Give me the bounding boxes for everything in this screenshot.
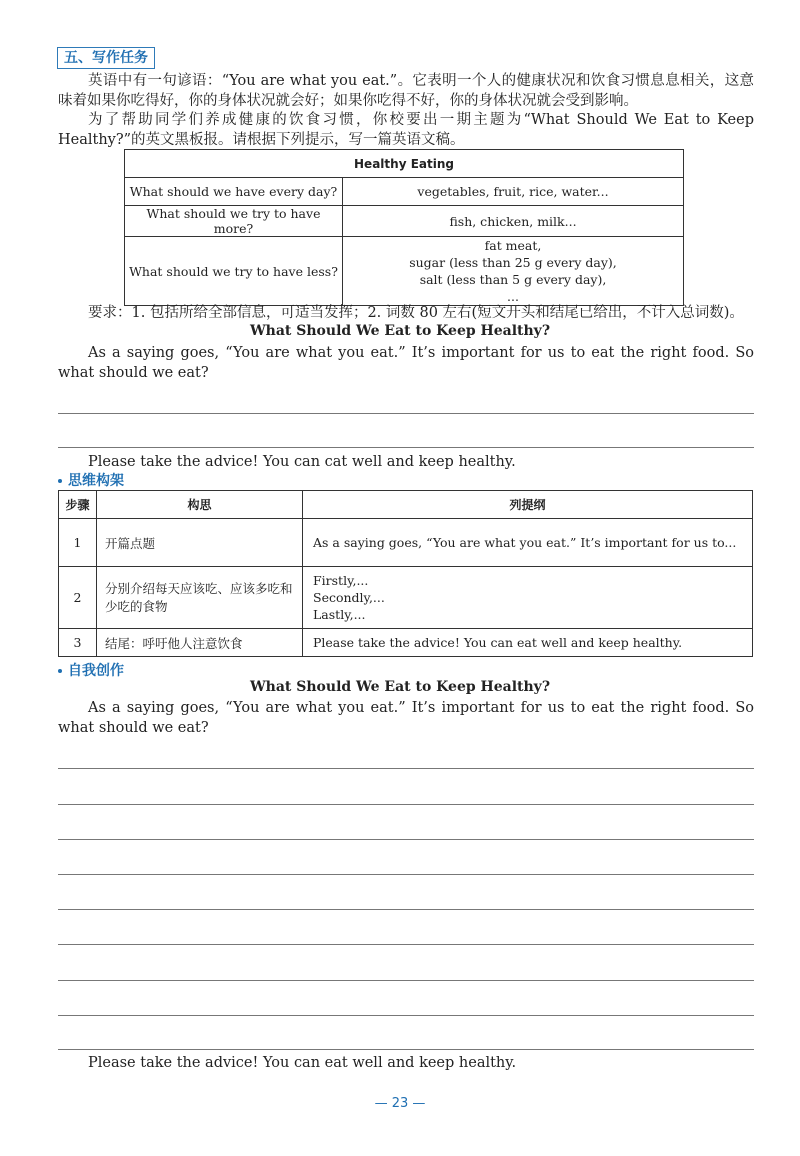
idea-cell: 结尾：呼吁他人注意饮食 [97, 629, 303, 657]
essay-closing: Please take the advice! You can cat well and keep healthy. [88, 454, 516, 470]
creation-title: What Should We Eat to Keep Healthy? [249, 679, 551, 695]
writing-line[interactable] [58, 980, 754, 981]
writing-line[interactable] [58, 1015, 754, 1016]
answer-line: salt (less than 5 g every day), [419, 272, 607, 287]
intro-paragraph-1: 英语中有一句谚语：“You are what you eat.”。它表明一个人的健康状况和饮食习惯息息相关，这意味着如果你吃得好，你的身体状况就会好；如果你吃得不好，你的身体状况就会受到影响。 [58, 73, 754, 109]
writing-line[interactable] [58, 768, 754, 769]
creation-heading-label: 自我创作 [68, 663, 124, 679]
writing-line[interactable] [58, 413, 754, 414]
answer-cell [343, 237, 684, 306]
writing-line[interactable] [58, 447, 754, 448]
header-outline: 列提纲 [303, 491, 753, 519]
answer-line: ... [507, 289, 519, 304]
question-cell: What should we have every day? [125, 178, 343, 206]
question-cell: What should we try to have more? [125, 206, 343, 237]
header-step: 步骤 [59, 491, 97, 519]
outline-cell [303, 567, 753, 629]
bullet-dot-icon [58, 669, 62, 673]
table-row [125, 206, 684, 237]
creation-closing: Please take the advice! You can eat well and keep healthy. [88, 1055, 517, 1071]
table-row [125, 178, 684, 206]
table-title: Healthy Eating [125, 150, 684, 178]
framework-heading-label: 思维构架 [68, 473, 124, 489]
section-title: 五、写作任务 [57, 47, 155, 69]
creation-opening: As a saying goes, “You are what you eat.” It’s important for us to eat the right food. So what should we eat? [58, 700, 754, 736]
healthy-eating-table [124, 149, 684, 306]
section-heading [57, 47, 155, 69]
table-row [59, 519, 753, 567]
framework-table [58, 490, 753, 657]
idea-cell: 分别介绍每天应该吃、应该多吃和少吃的食物 [97, 567, 303, 629]
writing-line[interactable] [58, 874, 754, 875]
writing-line[interactable] [58, 909, 754, 910]
table-row [125, 237, 684, 306]
writing-line[interactable] [58, 944, 754, 945]
intro-paragraph-2: 为了帮助同学们养成健康的饮食习惯，你校要出一期主题为“What Should We Eat to Keep Healthy?”的英文黑板报。请根据下列提示，写一篇英语文稿。 [58, 112, 754, 148]
outline-line: Lastly,... [313, 607, 366, 622]
step-number: 2 [59, 567, 97, 629]
step-number: 1 [59, 519, 97, 567]
outline-cell: As a saying goes, “You are what you eat.” It’s important for us to... [303, 519, 753, 567]
outline-line: Secondly,... [313, 590, 385, 605]
writing-line[interactable] [58, 804, 754, 805]
header-idea: 构思 [97, 491, 303, 519]
answer-line: fat meat, [484, 238, 542, 253]
table-row [59, 567, 753, 629]
step-number: 3 [59, 629, 97, 657]
answer-line: sugar (less than 25 g every day), [409, 255, 617, 270]
creation-heading [58, 660, 124, 680]
writing-line[interactable] [58, 1049, 754, 1050]
essay-opening: As a saying goes, “You are what you eat.” It’s important for us to eat the right food. So what should we eat? [58, 345, 754, 381]
question-cell: What should we try to have less? [125, 237, 343, 306]
answer-cell: fish, chicken, milk... [343, 206, 684, 237]
writing-line[interactable] [58, 839, 754, 840]
page-number: — 23 — [374, 1096, 426, 1111]
essay-title: What Should We Eat to Keep Healthy? [249, 323, 551, 339]
table-row [59, 629, 753, 657]
outline-line: Firstly,... [313, 573, 369, 588]
requirements: 要求：1. 包括所给全部信息，可适当发挥；2. 词数 80 左右(短文开头和结尾已给出，不计入总词数)。 [88, 305, 744, 321]
answer-cell: vegetables, fruit, rice, water... [343, 178, 684, 206]
idea-cell: 开篇点题 [97, 519, 303, 567]
bullet-dot-icon [58, 479, 62, 483]
outline-cell: Please take the advice! You can eat well and keep healthy. [303, 629, 753, 657]
framework-heading [58, 470, 124, 490]
